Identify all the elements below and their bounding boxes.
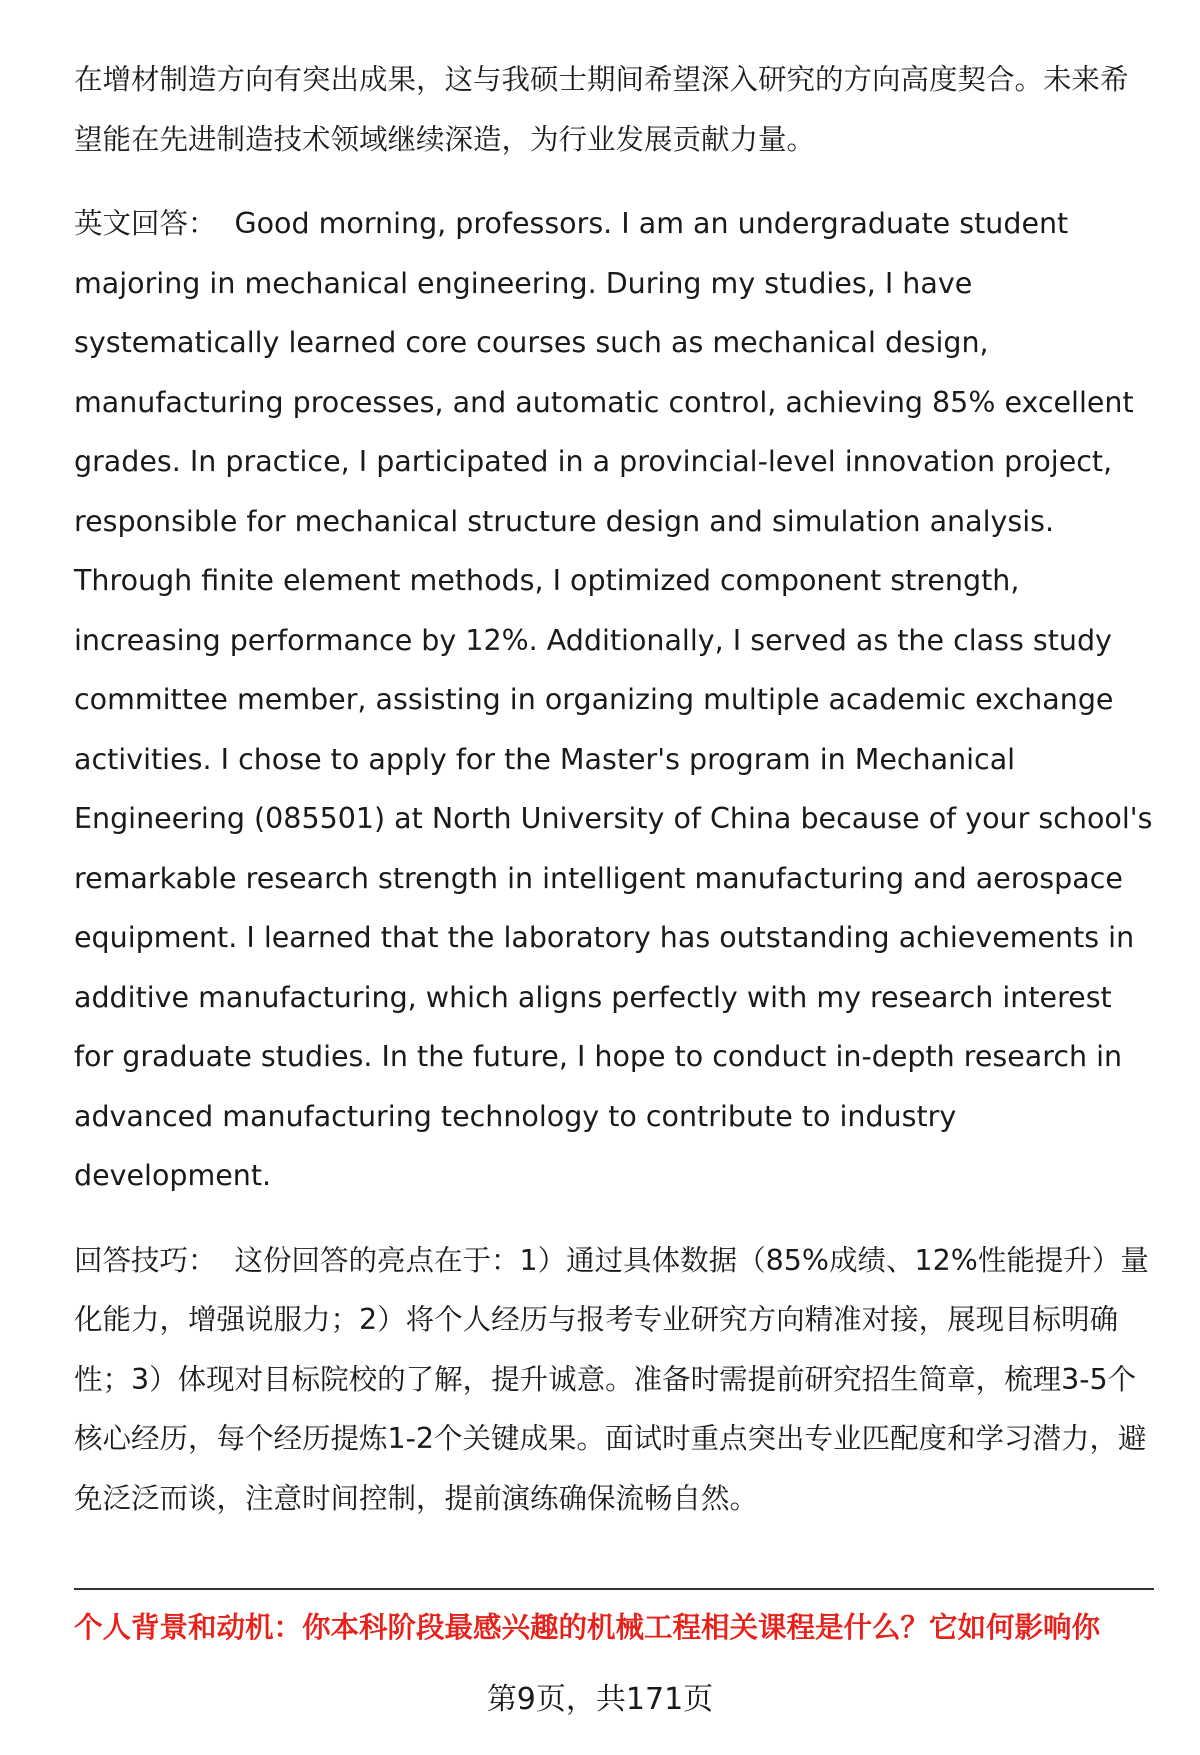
page-footer: 第9页，共171页	[486, 1682, 714, 1717]
answer-tips	[74, 1231, 1154, 1529]
english-answer	[74, 194, 1154, 1206]
intro-continuation: 在增材制造方向有突出成果，这与我硕士期间希望深入研究的方向高度契合。未来希望能在先进制造技术领域继续深造，为行业发展贡献力量。	[74, 63, 1129, 156]
answer-tips-label: 回答技巧：	[74, 1243, 217, 1277]
english-answer-text: Good morning, professors. I am an undergraduate student majoring in mechanical engineering. During my studies, I have systematically learned core courses such as mechanical design, manufacturing processes, and automatic control, achieving 85% excellent grades. In practice, I participated in a provincial-level innovation project, responsible for mechanical structure design and simulation analysis. Through finite element methods, I optimized component strength, increasing performance by 12%. Additionally, I served as the class study committee member, assisting in organizing multiple academic exchange activities. I chose to apply for the Master's program in Mechanical Engineering (085501) at North University of China because of your school's remarkable research strength in intelligent manufacturing and aerospace equipment. I learned that the laboratory has outstanding achievements in additive manufacturing, which aligns perfectly with my research interest for graduate studies. In the future, I hope to conduct in-depth research in advanced manufacturing technology to contribute to industry development.	[74, 207, 1153, 1192]
section-divider	[74, 1588, 1154, 1590]
document-body	[74, 50, 1154, 1528]
english-answer-label: 英文回答：	[74, 207, 217, 240]
answer-tips-text: 这份回答的亮点在于：1）通过具体数据（85%成绩、12%性能提升）量化能力，增强说服力；2）将个人经历与报考专业研究方向精准对接，展现目标明确性；3）体现对目标院校的了解，提升诚意。准备时需提前研究招生简章，梳理3-5个核心经历，每个经历提炼1-2个关键成果。面试时重点突出专业匹配度和学习潜力，避免泛泛而谈，注意时间控制，提前演练确保流畅自然。	[74, 1243, 1149, 1515]
next-question-heading: 个人背景和动机：你本科阶段最感兴趣的机械工程相关课程是什么？它如何影响你	[74, 1611, 1101, 1644]
